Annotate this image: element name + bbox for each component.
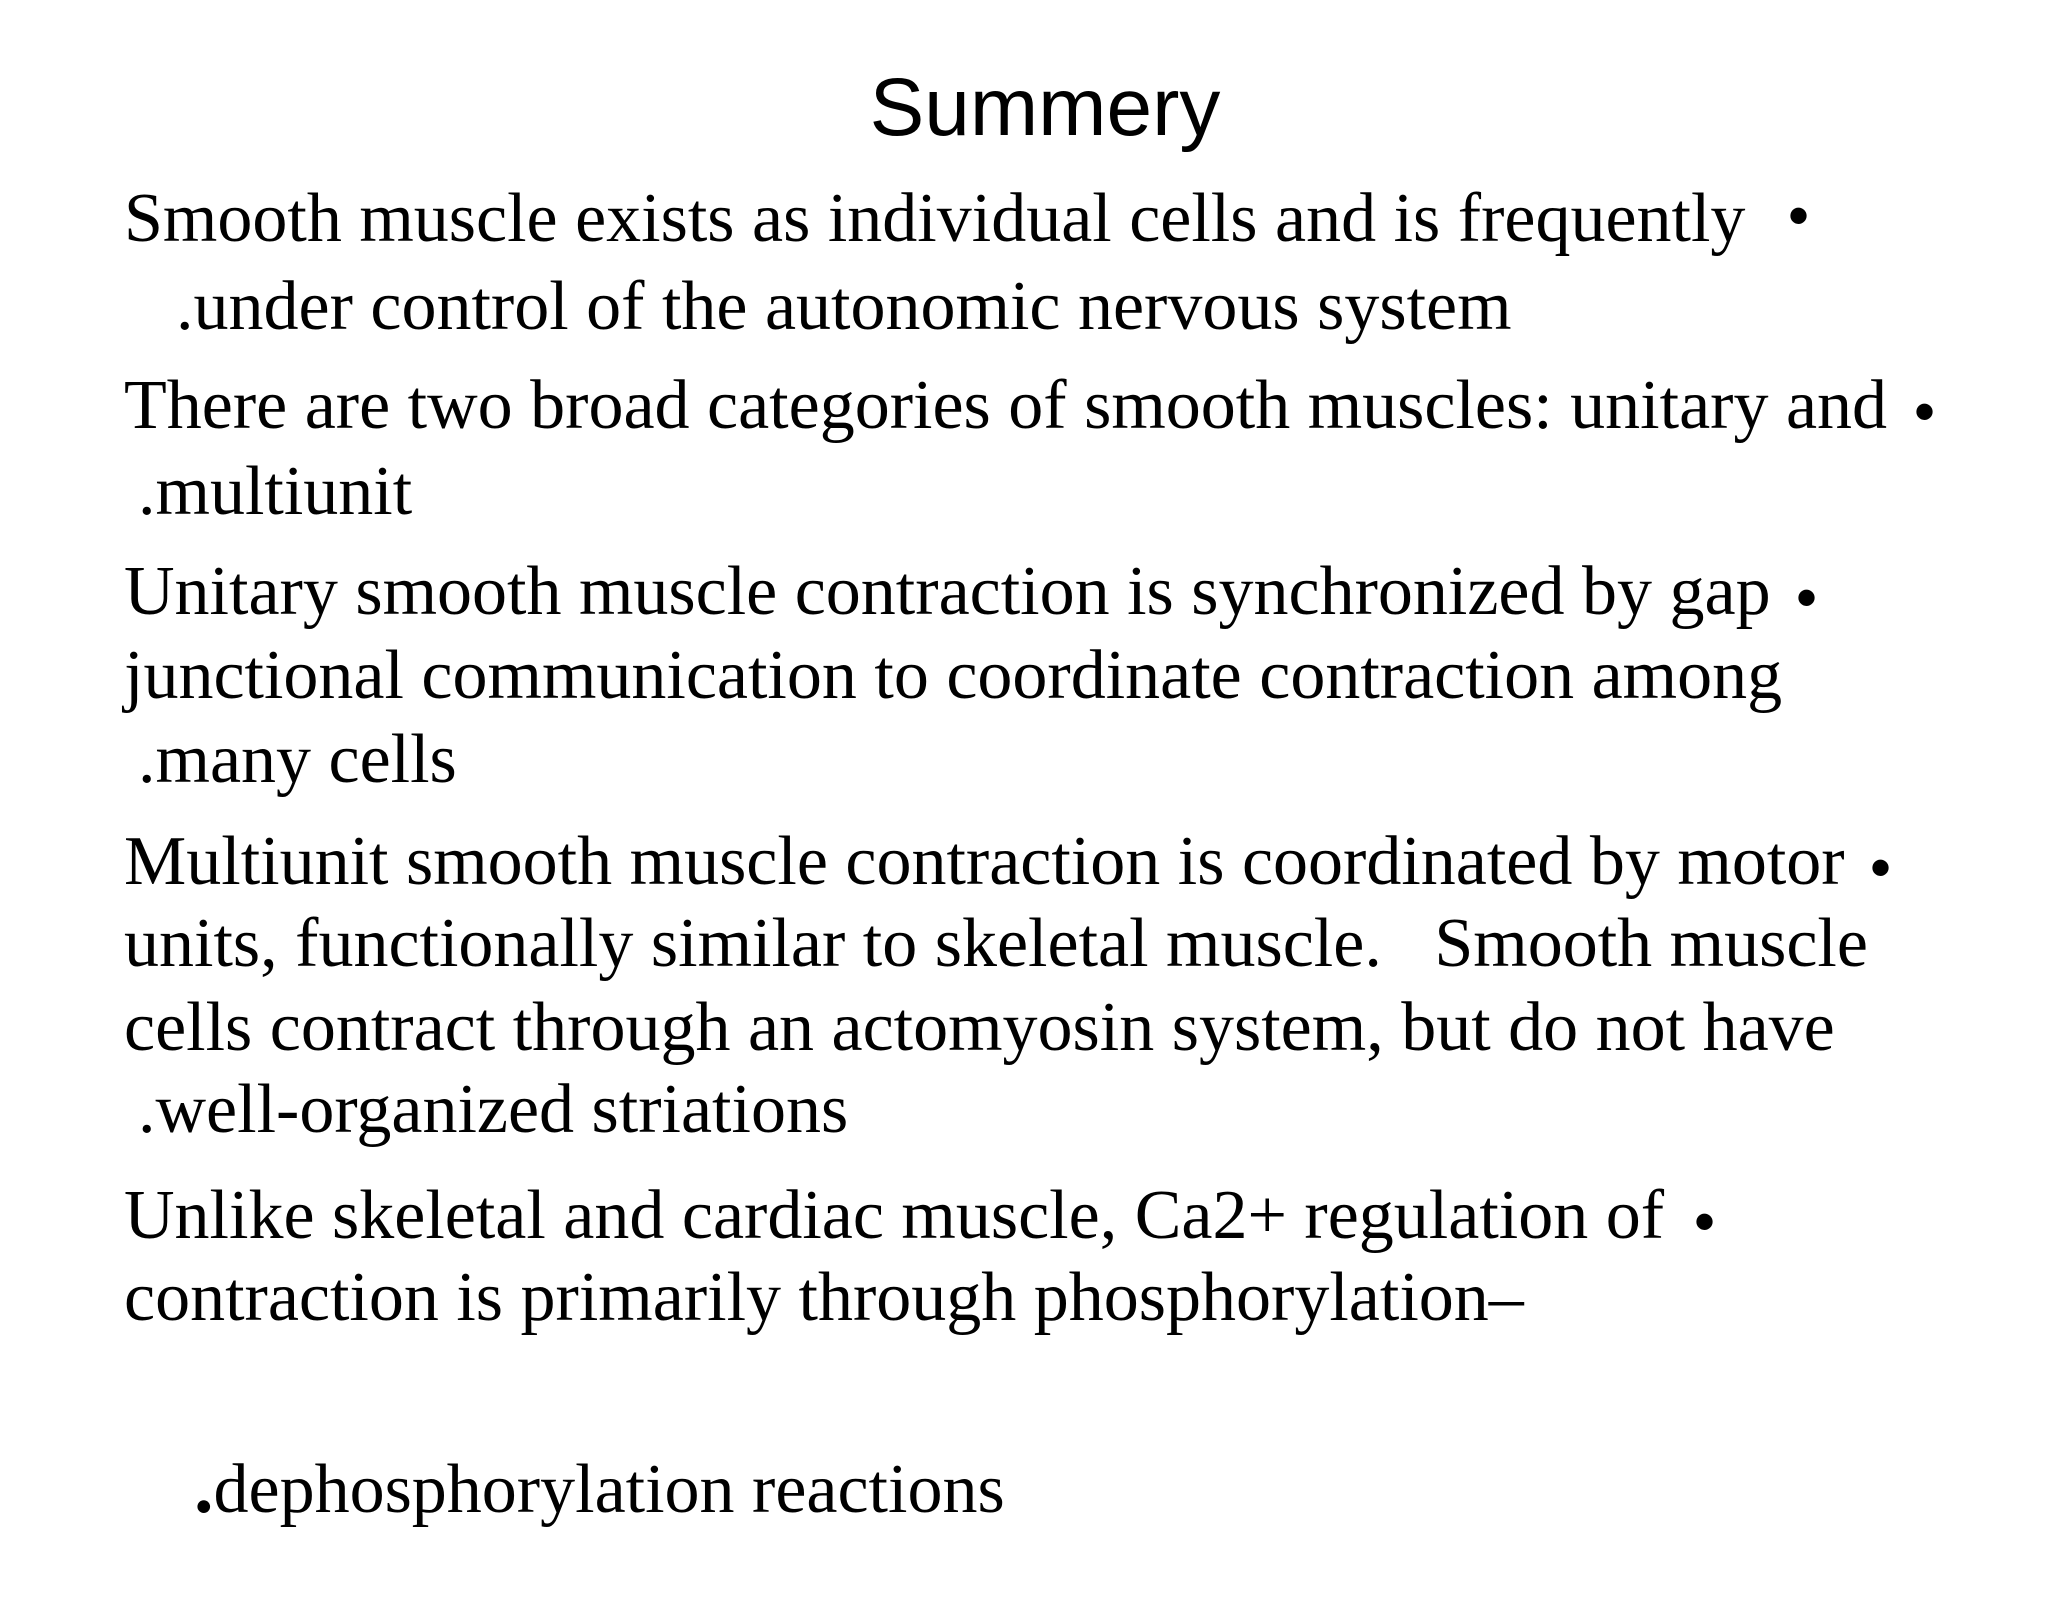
bullet-line: There are two broad categories of smooth muscles: unitary and [124,367,1888,444]
bullet-marker: • [1788,182,1810,249]
bullet-line: contraction is primarily through phosphorylation– [124,1259,1524,1336]
bullet-line: Unlike skeletal and cardiac muscle, Ca2+ regulation of [124,1177,1665,1254]
bullet-line: .well-organized striations [138,1071,849,1148]
bullet-line: .under control of the autonomic nervous system [176,268,1512,345]
final-line-dot: . [194,1442,214,1529]
bullet-line: Smooth muscle exists as individual cells and is frequently [124,180,1746,257]
bullet-line: Unitary smooth muscle contraction is synchronized by gap [124,553,1771,630]
bullet-line: Multiunit smooth muscle contraction is coordinated by motor [124,823,1845,900]
bullet-marker: • [1870,834,1892,901]
slide-title: Summery [869,62,1221,153]
bullet-line: .multiunit [138,453,413,530]
bullet-marker: • [1694,1188,1716,1255]
bullet-line: cells contract through an actomyosin system, but do not have [124,989,1835,1066]
bullet-marker: • [1796,564,1818,631]
bullet-line: units, functionally similar to skeletal muscle. Smooth muscle [124,905,1868,982]
final-line [124,1360,1005,1616]
bullet-marker: • [1914,378,1936,445]
bullet-line: junctional communication to coordinate contraction among [124,637,1783,714]
bullet-line: .many cells [138,721,457,798]
final-line-text: dephosphorylation reactions [213,1451,1005,1528]
